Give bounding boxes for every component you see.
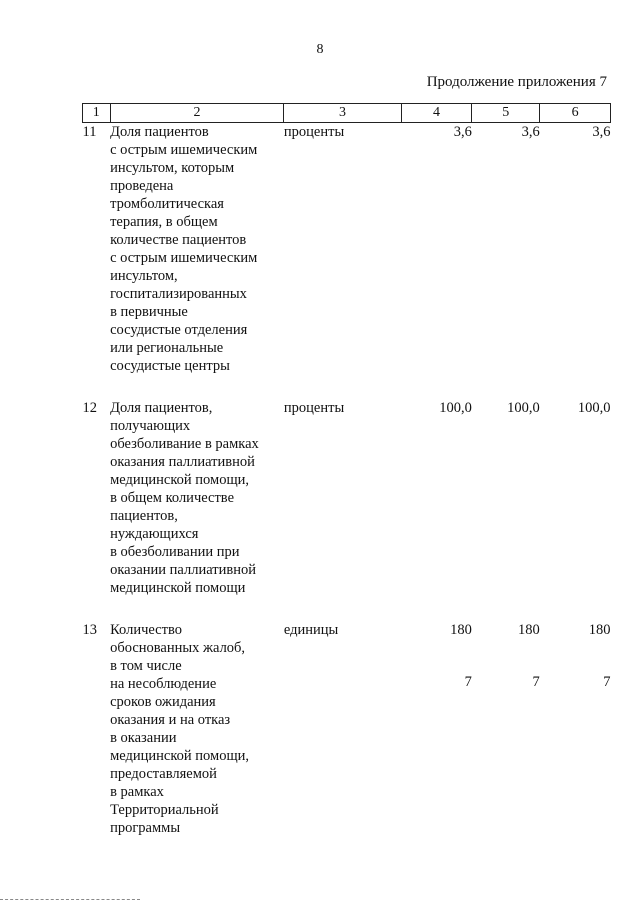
value-col4: 3,6 [453,124,472,140]
table-row [83,621,611,837]
scan-edge-marks [0,899,140,903]
total-value: 180 [517,622,540,638]
column-header-1: 1 [83,104,111,123]
column-header-3: 3 [284,104,401,123]
subtotal-value: 7 [532,674,540,690]
subtotal-value: 7 [603,674,611,690]
column-header-2: 2 [110,104,284,123]
row-number: 13 [82,622,97,638]
indicator-name: Доля пациентов с острым ишемическим инсультом, которым проведена тромболитическая терапия, в общем количестве пациентов с острым ишемическим инсультом, госпитализированных в первичные сосудистые отделения или региональные сосудистые центры [110,124,258,374]
row-separator [83,375,611,399]
value-col5 [472,621,540,837]
column-header-4: 4 [401,104,472,123]
column-header-6: 6 [540,104,611,123]
unit-cell: единицы [283,622,339,638]
value-col6: 3,6 [592,124,611,140]
indicators-table [82,103,611,837]
unit-cell: проценты [283,400,345,416]
subtotal-value: 7 [464,674,472,690]
indicator-name: Доля пациентов, получающих обезболивание в рамках оказания паллиативной медицинской помощи, в общем количестве пациентов, нуждающихся в обезболивании при оказании паллиативной медицинской помощи [110,400,259,596]
table-header-row [83,104,611,123]
value-col5: 100,0 [507,400,540,416]
row-separator [83,597,611,621]
table-row [83,399,611,597]
total-value: 180 [450,622,472,638]
total-value: 180 [588,622,611,638]
column-header-5: 5 [472,104,540,123]
value-col5: 3,6 [521,124,540,140]
value-col6 [540,621,611,837]
row-number: 12 [82,400,97,416]
appendix-continuation-label: Продолжение приложения 7 [426,74,607,90]
value-col4 [401,621,472,837]
value-col4: 100,0 [439,400,472,416]
indicator-name: Количество обоснованных жалоб, в том числе на несоблюдение сроков ожидания оказания и на отказ в оказании медицинской помощи, предоставляемой в рамках Территориальной программы [110,622,250,836]
table-row [83,123,611,376]
value-col6: 100,0 [577,400,611,416]
page-number: 8 [316,42,324,57]
unit-cell: проценты [283,124,345,140]
row-number: 11 [82,124,97,140]
